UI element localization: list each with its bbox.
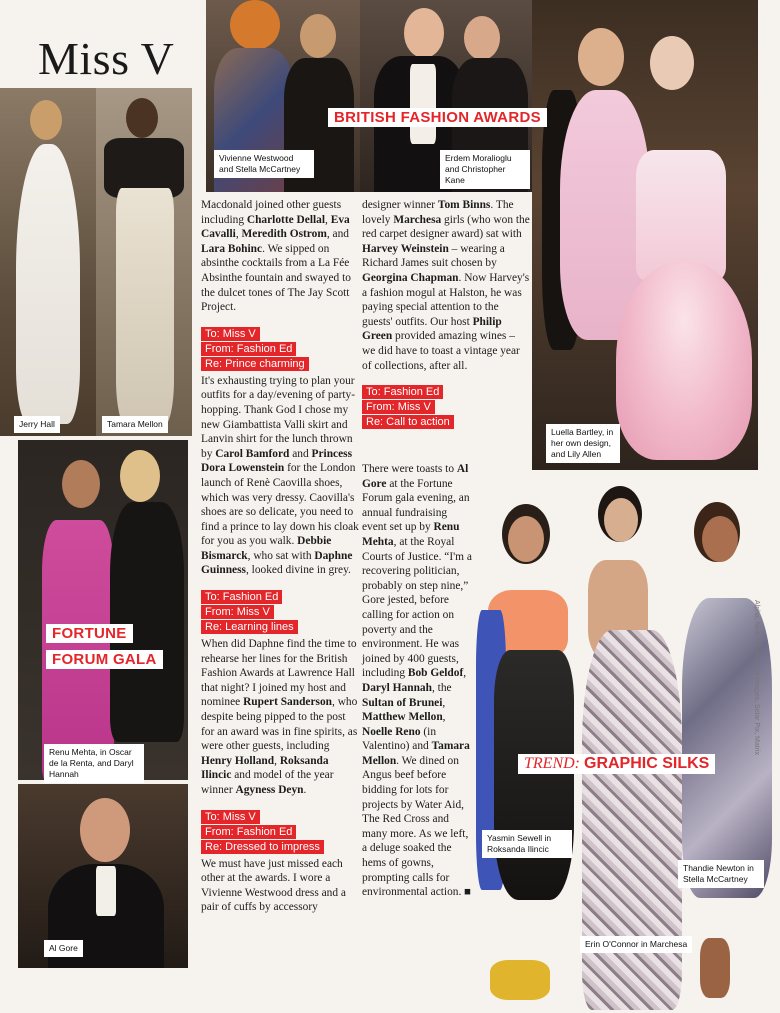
photo-tamara-mellon (96, 88, 192, 436)
article-column-2 (362, 198, 530, 432)
paragraph-learning-lines: When did Daphne find the time to rehearse her lines for the British Fashion Awards at Lawrence Hall that night? I joined my host and nominee Rupert Sanderson, who despite being pipped to the post for an award was in fine spirits, as were other guests, including Henry Holland, Roksanda Ilincic and model of the year winner Agyness Deyn. (201, 638, 358, 796)
event-label-forum-gala: FORUM GALA (46, 650, 163, 669)
paragraph-call-to-action: There were toasts to Al Gore at the Fortune Forum gala evening, an annual fundraising event set up by Renu Mehta, at the Royal Courts of Justice. “I'm a recovering politician, probably on step nine,” Gore jested, before calling for action on poverty and the environment. He was joined by 400 guests, including Bob Geldof, Daryl Hannah, the Sultan of Brunei, Matthew Mellon, Noelle Reno (in Valentino) and Tamara Mellon. We dined on Angus beef before bidding for lots for projects by Water Aid, The Red Cross and many more. As we left, a deluge soaked the hems of gowns, prompting calls for environmental action. ■ (362, 463, 472, 899)
memo-header-call-to-action: To: Fashion Ed From: Miss V Re: Call to action (362, 385, 530, 430)
caption-al-gore: Al Gore (44, 940, 83, 957)
event-label-british-fashion-awards: BRITISH FASHION AWARDS (328, 108, 547, 127)
paragraph-prince-charming: It's exhausting trying to plan your outfits for a day/evening of party-hopping. Thank God I chose my new Giambattista Valli skirt and Lanvin shirt for the lunch thrown by Carol Bamford and Princess Dora Lowenstein for the London launch of Renè Caovilla shoes, which was very dressy. Caovilla's shoes are so delicate, you need to find a prince to lay down his cloak for you as you walk. Debbie Bismarck, who sat with Daphne Guinness, looked divine in grey. (201, 374, 359, 577)
article-column-2-continued (362, 462, 472, 900)
photo-renu-daryl (18, 440, 188, 780)
paragraph-intro: Macdonald joined other guests including Charlotte Dellal, Eva Cavalli, Meredith Ostrom, and Lara Bohinc. We sipped on absinthe cocktails from a La Fée Absinthe fountain and swayed to the dulcet tones of The Jay Scott Project. (201, 199, 351, 314)
trend-label-bold: GRAPHIC SILKS (584, 755, 710, 772)
caption-renu-daryl: Renu Mehta, in Oscar de la Renta, and Daryl Hannah (44, 744, 144, 783)
caption-thandie-newton: Thandie Newton in Stella McCartney (678, 860, 764, 888)
page-title: Miss V (38, 33, 175, 84)
caption-erin-oconnor: Erin O'Connor in Marchesa (580, 936, 692, 953)
caption-luella-lily: Luella Bartley, in her own design, and Lily Allen (546, 424, 620, 463)
memo-header-learning-lines: To: Fashion Ed From: Miss V Re: Learning lines (201, 590, 359, 635)
memo-header-prince-charming: To: Miss V From: Fashion Ed Re: Prince charming (201, 327, 359, 372)
caption-yasmin-sewell: Yasmin Sewell in Roksanda Ilincic (482, 830, 572, 858)
paragraph-awards: designer winner Tom Binns. The lovely Marchesa girls (who won the red carpet designer award) sat with Harvey Weinstein – wearing a Richard James suit chosen by Georgina Chapman. Now Harvey's a fashion mogul at Halston, he was paying special attention to the guests' outfits. Our host Philip Green provided amazing wines – we did have to toast a vintage year of collections, after all. (362, 199, 530, 372)
event-label-fortune: FORTUNE (46, 624, 133, 643)
end-mark: ■ (464, 886, 472, 899)
caption-tamara-mellon: Tamara Mellon (102, 416, 168, 433)
caption-erdem-kane: Erdem Moralioglu and Christopher Kane (440, 150, 530, 189)
photo-credit: Alpha, Nick Harvey, Rex Images, Solar Pix, Matrix (753, 600, 760, 756)
memo-header-dressed-to-impress: To: Miss V From: Fashion Ed Re: Dressed to impress (201, 810, 359, 855)
photo-jerry-hall (0, 88, 96, 436)
caption-westwood-mccartney: Vivienne Westwood and Stella McCartney (214, 150, 314, 178)
article-column-1 (201, 198, 359, 915)
caption-jerry-hall: Jerry Hall (14, 416, 60, 433)
photo-erin-oconnor (572, 480, 684, 1013)
paragraph-dressed-to-impress: We must have just missed each other at the awards. I wore a Vivienne Westwood dress and a pair of cuffs by accessory (201, 857, 346, 914)
photo-luella-lily (532, 0, 758, 470)
trend-label (518, 754, 715, 774)
trend-label-italic: TREND: (524, 755, 580, 772)
